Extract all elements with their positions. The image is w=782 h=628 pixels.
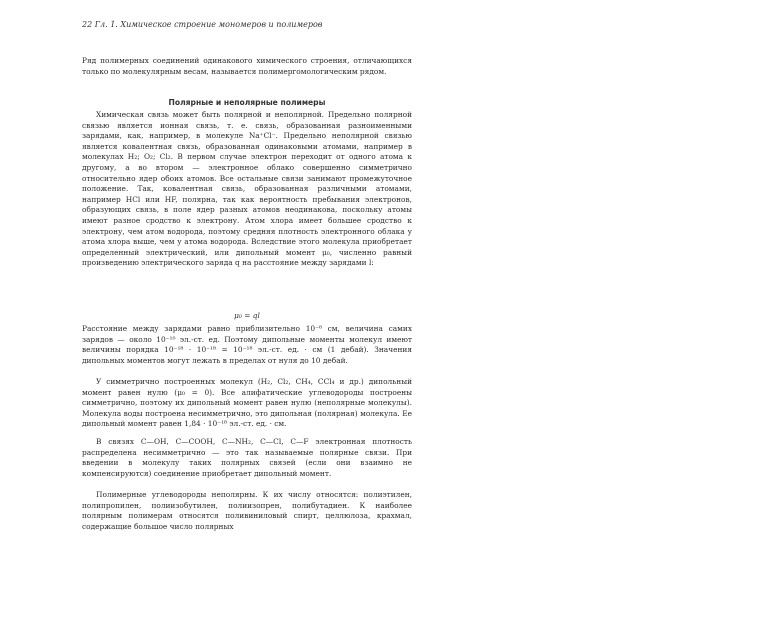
paragraph-charges-text: Расстояние между зарядами равно приблизительно 10⁻⁸ см, величина самих зарядов — около 10⁻¹⁰ эл.-ст. ед. Поэтому дипольные моменты молекул имеют величины порядка 10⁻¹⁸ · 10⁻¹⁸ = 10⁻¹⁸ эл.-ст. ед. · см (1 дебай). Значения дипольных моментов могут лежать в пределах от нуля до 10 дебай.: [82, 324, 412, 365]
paragraph-symmetric: [82, 377, 412, 430]
paragraph-polymers: [82, 490, 412, 532]
paragraph-polymers-text: Полимерные углеводороды неполярны. К их числу относятся: полиэтилен, полипропилен, полиизобутилен, полиизопрен, полибутадиен. К наиболее полярным полимерам относятся поливиниловый спирт, целлюлоза, крахмал, содержащие большое число полярных: [82, 490, 412, 531]
section-title: Полярные и неполярные полимеры: [168, 98, 326, 107]
dipole-formula: μ₀ = ql: [234, 311, 260, 320]
running-header: 22 Гл. 1. Химическое строение мономеров и полимеров: [82, 20, 323, 29]
paragraph-charges: [82, 324, 412, 366]
paragraph-polarity-text: Химическая связь может быть полярной и неполярной. Предельно полярной связью является ионная связь, т. е. связь, образованная разноименными зарядами, как, например, в молекуле Na⁺Cl⁻. Предельно неполярной связью является ковалентная связь, образованная одинаковыми атомами, например в молекулах H₂; O₂; Cl₂. В первом случае электрон переходит от одного атома к другому, а во втором — электронное облако совершенно симметрично относительно ядер обоих атомов. Все остальные связи занимают промежуточное положение. Так, ковалентная связь, образованная различными атомами, например HCl или HF, полярна, так как вероятность пребывания электронов, образующих связь, в поле ядер разных атомов неодинакова, поскольку атомы имеют разное сродство к электрону. Атом хлора имеет большее сродство к электрону, чем атом водорода, поэтому средняя плотность электронного облака у атома хлора выше, чем у атома водорода. Вследствие этого молекула приобретает определенный электрический, или дипольный момент μ₀, численно равный произведению электрического заряда q на расстояние между зарядами l:: [82, 110, 412, 268]
paragraph-polar-bonds: [82, 437, 412, 479]
intro-paragraph: [82, 56, 412, 77]
paragraph-polarity: [82, 110, 412, 269]
paragraph-symmetric-text: У симметрично построенных молекул (H₂, Cl₂, CH₄, CCl₄ и др.) дипольный момент равен нулю (μ₀ = 0). Все алифатические углеводороды построены симметрично, поэтому их дипольный момент равен нулю (неполярные молекулы). Молекула воды построена несимметрично, это дипольная (полярная) молекула. Ее дипольный момент равен 1,84 · 10⁻¹⁸ эл.-ст. ед. · см.: [82, 377, 412, 429]
paragraph-polar-bonds-text: В связях C—OH, C—COOH, C—NH₂, C—Cl, C—F электронная плотность распределена несимметрично — это так называемые полярные связи. При введении в молекулу таких полярных связей (если они взаимно не компенсируются) соединение приобретает дипольный момент.: [82, 437, 412, 478]
intro-text: Ряд полимерных соединений одинакового химического строения, отличающихся только по молекулярным весам, называется полимергомологическим рядом.: [82, 56, 412, 76]
